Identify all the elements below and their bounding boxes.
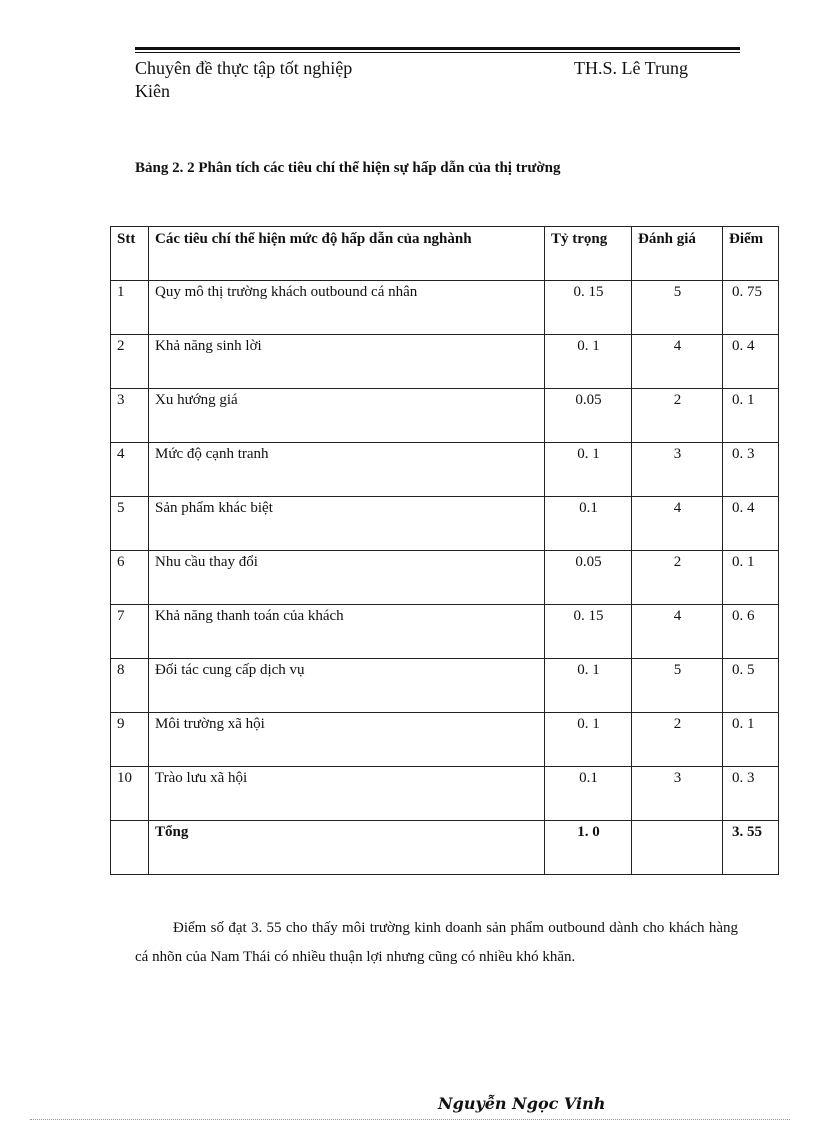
cell-criterion: Xu hướng giá — [149, 389, 545, 443]
cell-score: 0. 4 — [723, 335, 779, 389]
cell-criterion: Trào lưu xã hội — [149, 767, 545, 821]
cell-weight: 0. 15 — [545, 605, 632, 659]
cell-stt: 9 — [111, 713, 149, 767]
cell-criterion: Môi trường xã hội — [149, 713, 545, 767]
cell-rating: 3 — [632, 443, 723, 497]
cell-score: 0. 1 — [723, 551, 779, 605]
table-row — [111, 389, 779, 443]
cell-stt: 7 — [111, 605, 149, 659]
cell-criterion: Sản phẩm khác biệt — [149, 497, 545, 551]
header-left-text: Chuyên đề thực tập tốt nghiệp — [135, 58, 353, 78]
footer-rule — [30, 1119, 790, 1120]
table-row — [111, 767, 779, 821]
cell-score: 0. 3 — [723, 767, 779, 821]
table-row — [111, 605, 779, 659]
header-rule-thin — [135, 52, 740, 53]
cell-rating: 2 — [632, 389, 723, 443]
header-continuation: Kiên — [135, 81, 170, 101]
cell-weight: 0. 1 — [545, 335, 632, 389]
table-caption: Bảng 2. 2 Phân tích các tiêu chí thể hiện sự hấp dẫn của thị trường — [135, 160, 561, 176]
cell-stt-empty — [111, 821, 149, 875]
cell-criterion: Đối tác cung cấp dịch vụ — [149, 659, 545, 713]
conclusion-paragraph — [135, 914, 738, 972]
cell-rating: 2 — [632, 551, 723, 605]
total-label: Tổng — [149, 821, 545, 875]
cell-stt: 1 — [111, 281, 149, 335]
table-row — [111, 713, 779, 767]
cell-criterion: Khả năng sinh lời — [149, 335, 545, 389]
cell-rating: 4 — [632, 605, 723, 659]
col-header-criterion: Các tiêu chí thể hiện mức độ hấp dẫn của nghành — [149, 227, 545, 281]
col-header-rating: Đánh giá — [632, 227, 723, 281]
cell-rating: 3 — [632, 767, 723, 821]
cell-weight: 0.05 — [545, 551, 632, 605]
header-rule-thick — [135, 47, 740, 50]
cell-score: 0. 1 — [723, 713, 779, 767]
cell-weight: 0.05 — [545, 389, 632, 443]
table-row — [111, 443, 779, 497]
cell-stt: 8 — [111, 659, 149, 713]
cell-rating: 2 — [632, 713, 723, 767]
cell-score: 0. 3 — [723, 443, 779, 497]
cell-stt: 6 — [111, 551, 149, 605]
cell-stt: 3 — [111, 389, 149, 443]
cell-criterion: Mức độ cạnh tranh — [149, 443, 545, 497]
table-row — [111, 281, 779, 335]
cell-rating: 5 — [632, 659, 723, 713]
conclusion-text: Điểm số đạt 3. 55 cho thấy môi trường kinh doanh sản phẩm outbound dành cho khách hàng cá nhõn của Nam Thái có nhiều thuận lợi nhưng cũng có nhiều khó khăn. — [135, 920, 738, 965]
cell-stt: 4 — [111, 443, 149, 497]
col-header-score: Điểm — [723, 227, 779, 281]
cell-criterion: Khả năng thanh toán của khách — [149, 605, 545, 659]
table-row — [111, 659, 779, 713]
cell-weight: 0.1 — [545, 767, 632, 821]
cell-criterion: Quy mô thị trường khách outbound cá nhân — [149, 281, 545, 335]
table-row — [111, 335, 779, 389]
cell-score: 0. 5 — [723, 659, 779, 713]
total-weight: 1. 0 — [545, 821, 632, 875]
cell-weight: 0. 15 — [545, 281, 632, 335]
cell-stt: 5 — [111, 497, 149, 551]
cell-criterion: Nhu cầu thay đổi — [149, 551, 545, 605]
cell-stt: 10 — [111, 767, 149, 821]
header-right-text: TH.S. Lê Trung — [574, 58, 689, 78]
cell-score: 0. 1 — [723, 389, 779, 443]
table-header-row — [111, 227, 779, 281]
cell-weight: 0. 1 — [545, 713, 632, 767]
criteria-table — [110, 226, 779, 875]
cell-rating: 4 — [632, 335, 723, 389]
cell-weight: 0.1 — [545, 497, 632, 551]
page-header-left — [135, 57, 352, 103]
total-score: 3. 55 — [723, 821, 779, 875]
cell-score: 0. 6 — [723, 605, 779, 659]
cell-score: 0. 4 — [723, 497, 779, 551]
col-header-weight: Tỷ trọng — [545, 227, 632, 281]
cell-stt: 2 — [111, 335, 149, 389]
table-row — [111, 497, 779, 551]
col-header-stt: Stt — [111, 227, 149, 281]
footer-author: Nguyễn Ngọc Vinh — [438, 1094, 606, 1113]
cell-rating: 5 — [632, 281, 723, 335]
cell-rating-empty — [632, 821, 723, 875]
table-row — [111, 551, 779, 605]
table-total-row — [111, 821, 779, 875]
cell-weight: 0. 1 — [545, 659, 632, 713]
cell-rating: 4 — [632, 497, 723, 551]
cell-weight: 0. 1 — [545, 443, 632, 497]
cell-score: 0. 75 — [723, 281, 779, 335]
